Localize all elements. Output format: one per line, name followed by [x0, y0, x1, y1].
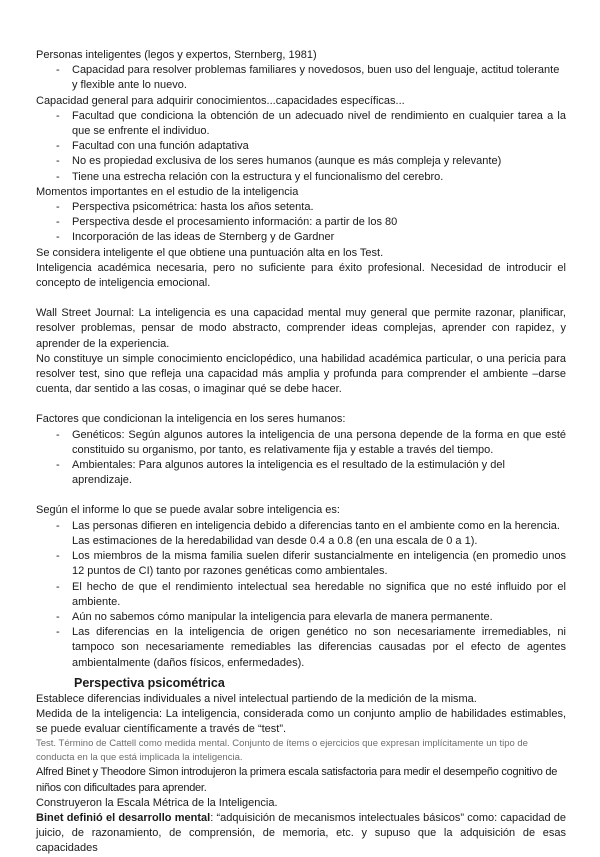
paragraph: Wall Street Journal: La inteligencia es una capacidad mental muy general que permite razonar, planificar, resolver problemas, pensar de modo abstracto, comprender ideas complejas, aprender con rapidez, y aprender de la experiencia. — [36, 307, 566, 350]
paragraph: Se considera inteligente el que obtiene una puntuación alta en los Test. — [36, 246, 384, 259]
list-item: - Incorporación de las ideas de Sternberg y de Gardner — [36, 230, 566, 245]
spacer — [36, 397, 566, 412]
list-item: - Facultad que condiciona la obtención de un adecuado nivel de rendimiento en cualquier tarea a la que se enfrente el individuo. — [36, 109, 566, 139]
list-item: - Las personas difieren en inteligencia debido a diferencias tanto en el ambiente como en la herencia. Las estimaciones de la heredabilidad van desde 0.4 a 0.8 (en una escala de 0 a 1). — [36, 519, 566, 549]
list-item: - Las diferencias en la inteligencia de origen genético no son necesariamente irremediables, ni tampoco son necesariamente remediables las diferencias causadas por el efecto de agentes ambientalmente (daños físicos, enfermedades). — [36, 625, 566, 671]
bullet-list — [36, 519, 566, 671]
section-title: Personas inteligentes (legos y expertos, Sternberg, 1981) — [36, 49, 317, 61]
paragraph: No constituye un simple conocimiento enciclopédico, una habilidad académica particular, o una pericia para resolver test, sino que refleja una capacidad más amplia y profunda para comprender el ambiente –darse cuenta, dar sentido a las cosas, o imaginar qué se debe hacer. — [36, 352, 566, 396]
spacer — [36, 488, 566, 503]
list-item: - Perspectiva psicométrica: hasta los años setenta. — [36, 200, 566, 215]
paragraph: Establece diferencias individuales a nivel intelectual partiendo de la medición de la misma. — [36, 692, 477, 705]
section-title: Capacidad general para adquirir conocimientos...capacidades específicas... — [36, 94, 405, 107]
section-title: Según el informe lo que se puede avalar sobre inteligencia es: — [36, 504, 340, 517]
spacer — [36, 291, 566, 306]
document-page — [36, 48, 566, 857]
list-item: - Los miembros de la misma familia suelen diferir sustancialmente en inteligencia (en promedio unos 12 puntos de CI) tanto por razones genéticas como ambientales. — [36, 549, 566, 579]
list-item: - El hecho de que el rendimiento intelectual sea heredable no significa que no esté influido por el ambiente. — [36, 580, 566, 610]
paragraph — [36, 811, 566, 857]
bullet-list — [36, 200, 566, 246]
section-title: Momentos importantes en el estudio de la inteligencia — [36, 185, 299, 198]
bold-term: Binet definió el desarrollo mental — [36, 811, 211, 824]
list-item: - Genéticos: Según algunos autores la inteligencia de una persona depende de la forma en que esté constituido su organismo, por tanto, es relativamente fija y estable a través del tiempo. — [36, 428, 566, 458]
bullet-list — [36, 109, 566, 185]
list-item: - Facultad con una función adaptativa — [36, 139, 566, 154]
list-item: - No es propiedad exclusiva de los seres humanos (aunque es más compleja y relevante) — [36, 154, 566, 169]
list-item: - Ambientales: Para algunos autores la inteligencia es el resultado de la estimulación y del aprendizaje. — [36, 458, 566, 488]
note-text: Test. Término de Cattell como medida mental. Conjunto de ítems o ejercicios que expresan implícitamente un tipo de conducta en la que está implicada la inteligencia. — [36, 738, 528, 764]
list-item: - Perspectiva desde el procesamiento información: a partir de los 80 — [36, 215, 566, 230]
list-item: - Capacidad para resolver problemas familiares y novedosos, buen uso del lenguaje, actitud tolerante y flexible ante lo nuevo. — [36, 63, 566, 93]
list-item: - Tiene una estrecha relación con la estructura y el funcionalismo del cerebro. — [36, 170, 566, 185]
bullet-list — [36, 428, 566, 489]
paragraph: Medida de la inteligencia: La inteligencia, considerada como un conjunto amplio de habilidades estimables, se puede evaluar científicamente a través de “test”. — [36, 707, 566, 736]
paragraph: Alfred Binet y Theodore Simon introdujeron la primera escala satisfactoria para medir el desempeño cognitivo de niños con dificultades para aprender. — [36, 766, 558, 794]
paragraph: Inteligencia académica necesaria, pero no suficiente para éxito profesional. Necesidad de introducir el concepto de inteligencia emocional. — [36, 261, 566, 290]
paragraph: Construyeron la Escala Métrica de la Inteligencia. — [36, 796, 278, 809]
section-heading: Perspectiva psicométrica — [74, 675, 225, 690]
bullet-list — [36, 63, 566, 93]
section-title: Factores que condicionan la inteligencia en los seres humanos: — [36, 413, 346, 426]
list-item: - Aún no sabemos cómo manipular la inteligencia para elevarla de manera permanente. — [36, 610, 566, 625]
paragraph-continuation: : “adquisición de mecanismos intelectuales básicos” como: capacidad de juicio, de razonamiento, de comprensión, de memoria, etc. y supuso que la adquisición de esas capacidades — [36, 811, 566, 855]
